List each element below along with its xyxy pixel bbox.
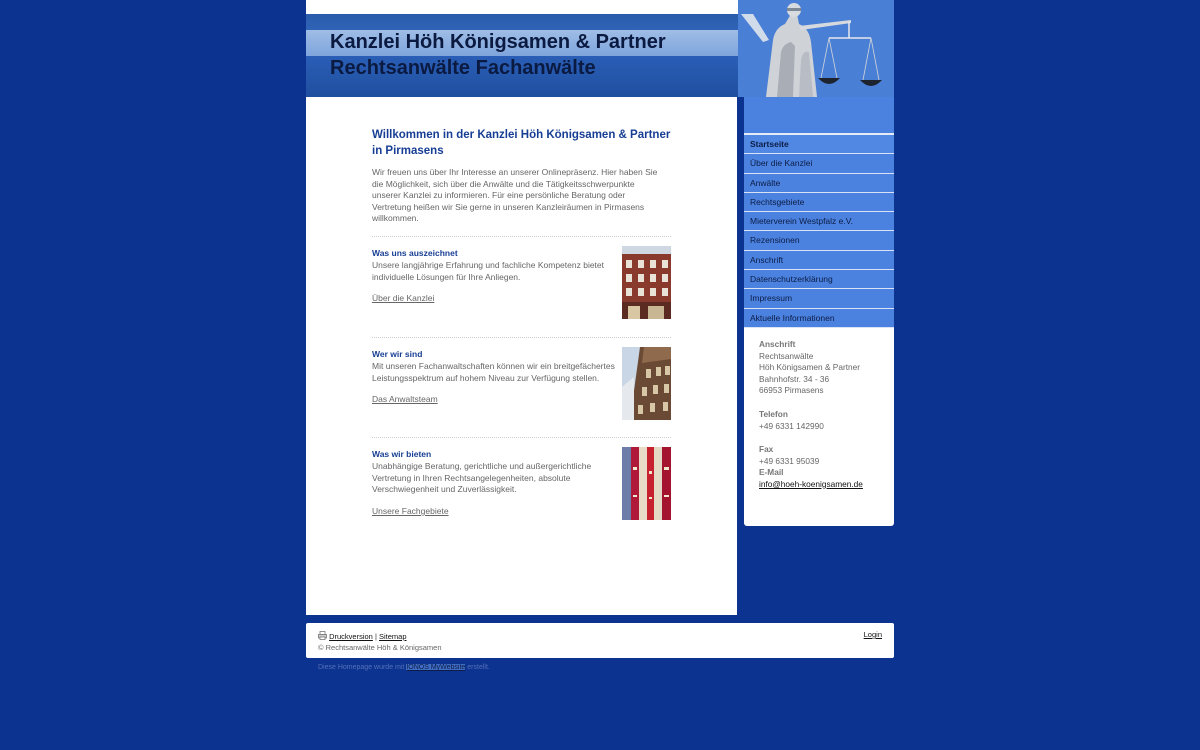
- address-line: Bahnhofstr. 34 - 36: [759, 373, 830, 384]
- address-line: 66953 Pirmasens: [759, 385, 824, 396]
- copyright-text: © Rechtsanwälte Höh & Königsamen: [318, 643, 442, 652]
- fax-label: Fax: [759, 444, 774, 454]
- divider: [372, 337, 671, 338]
- link-ueber-die-kanzlei[interactable]: Über die Kanzlei: [372, 293, 435, 303]
- nav-item-rezensionen[interactable]: Rezensionen: [744, 231, 894, 250]
- footer-links: [318, 631, 407, 641]
- site-subtitle: Rechtsanwälte Fachanwälte: [330, 57, 596, 79]
- address-box: [744, 328, 894, 526]
- login-link[interactable]: Login: [863, 630, 882, 639]
- site-header: [306, 0, 894, 97]
- credit-text: erstellt.: [465, 664, 490, 671]
- phone-block: [759, 409, 824, 432]
- divider: [372, 236, 671, 237]
- intro-text: Wir freuen uns über Ihr Interesse an unserer Onlinepräsenz. Hier haben Sie die Möglichkeit, sich über die Anwälte und die Tätigkeitsschwerpunkte unserer Kanzlei zu informieren. Für eine persönliche Beratung oder Vertretung heißen wir Sie gerne in unseren Kanzleiräumen in Pirmasens willkommen.: [372, 167, 658, 224]
- sidebar-header: [744, 97, 894, 133]
- main-navigation: [744, 133, 894, 328]
- divider: [372, 437, 671, 438]
- email-label: E-Mail: [759, 467, 784, 478]
- justitia-statue-image: [711, 0, 894, 97]
- site-footer: [306, 623, 894, 658]
- nav-item-rechtsgebiete[interactable]: Rechtsgebiete: [744, 193, 894, 212]
- books-photo: [622, 447, 671, 520]
- teaser-title: Wer wir sind: [372, 349, 423, 359]
- phone-label: Telefon: [759, 409, 788, 419]
- teaser-block: [372, 449, 671, 539]
- teaser-block: [372, 248, 671, 328]
- nav-item-anschrift[interactable]: Anschrift: [744, 251, 894, 270]
- address-block: [759, 339, 860, 397]
- address-line: Rechtsanwälte: [759, 350, 814, 361]
- nav-item-datenschutz[interactable]: Datenschutzerklärung: [744, 270, 894, 289]
- nav-item-mieterverein[interactable]: Mieterverein Westpfalz e.V.: [744, 212, 894, 231]
- teaser-title: Was uns auszeichnet: [372, 248, 458, 258]
- link-das-anwaltsteam[interactable]: Das Anwaltsteam: [372, 394, 438, 404]
- phone-number: +49 6331 142990: [759, 420, 824, 431]
- footer-separator: |: [374, 632, 377, 641]
- address-line: Höh Königsamen & Partner: [759, 362, 861, 373]
- building-photo: [622, 246, 671, 319]
- credit-text: Diese Homepage wurde mit: [318, 664, 407, 671]
- facade-photo: [622, 347, 671, 420]
- nav-item-ueber-die-kanzlei[interactable]: Über die Kanzlei: [744, 154, 894, 173]
- printer-icon: [318, 631, 327, 640]
- ionos-link[interactable]: IONOS MyWebsite: [406, 664, 466, 671]
- nav-item-startseite[interactable]: Startseite: [744, 133, 894, 154]
- address-label: Anschrift: [759, 339, 796, 349]
- fax-number: +49 6331 95039: [759, 455, 820, 466]
- email-link[interactable]: info@hoeh-koenigsamen.de: [759, 478, 863, 489]
- link-unsere-fachgebiete[interactable]: Unsere Fachgebiete: [372, 506, 449, 516]
- nav-item-aktuelle-informationen[interactable]: Aktuelle Informationen: [744, 309, 894, 328]
- teaser-text: Mit unseren Fachanwaltschaften können wir ein breitgefächertes Leistungsspektrum auf hohem Niveau zur Verfügung stellen.: [372, 361, 615, 383]
- site-title: Kanzlei Höh Königsamen & Partner: [330, 31, 666, 53]
- teaser-block: [372, 349, 671, 429]
- fax-block: [759, 444, 863, 490]
- print-version-link[interactable]: Druckversion: [329, 632, 373, 641]
- sitemap-link[interactable]: Sitemap: [379, 632, 407, 641]
- builder-credit: [318, 664, 490, 671]
- page-heading: Willkommen in der Kanzlei Höh Königsamen & Partner in Pirmasens: [372, 129, 671, 157]
- main-content: [306, 97, 737, 615]
- teaser-text: Unabhängige Beratung, gerichtliche und außergerichtliche Vertretung in Ihren Rechtsangelegenheiten, absolute Verschwiegenheit und Zuverlässigkeit.: [372, 461, 592, 495]
- nav-item-impressum[interactable]: Impressum: [744, 289, 894, 308]
- teaser-text: Unsere langjährige Erfahrung und fachliche Kompetenz bietet individuelle Lösungen für Ihre Anliegen.: [372, 260, 605, 282]
- nav-item-anwaelte[interactable]: Anwälte: [744, 174, 894, 193]
- teaser-title: Was wir bieten: [372, 449, 432, 459]
